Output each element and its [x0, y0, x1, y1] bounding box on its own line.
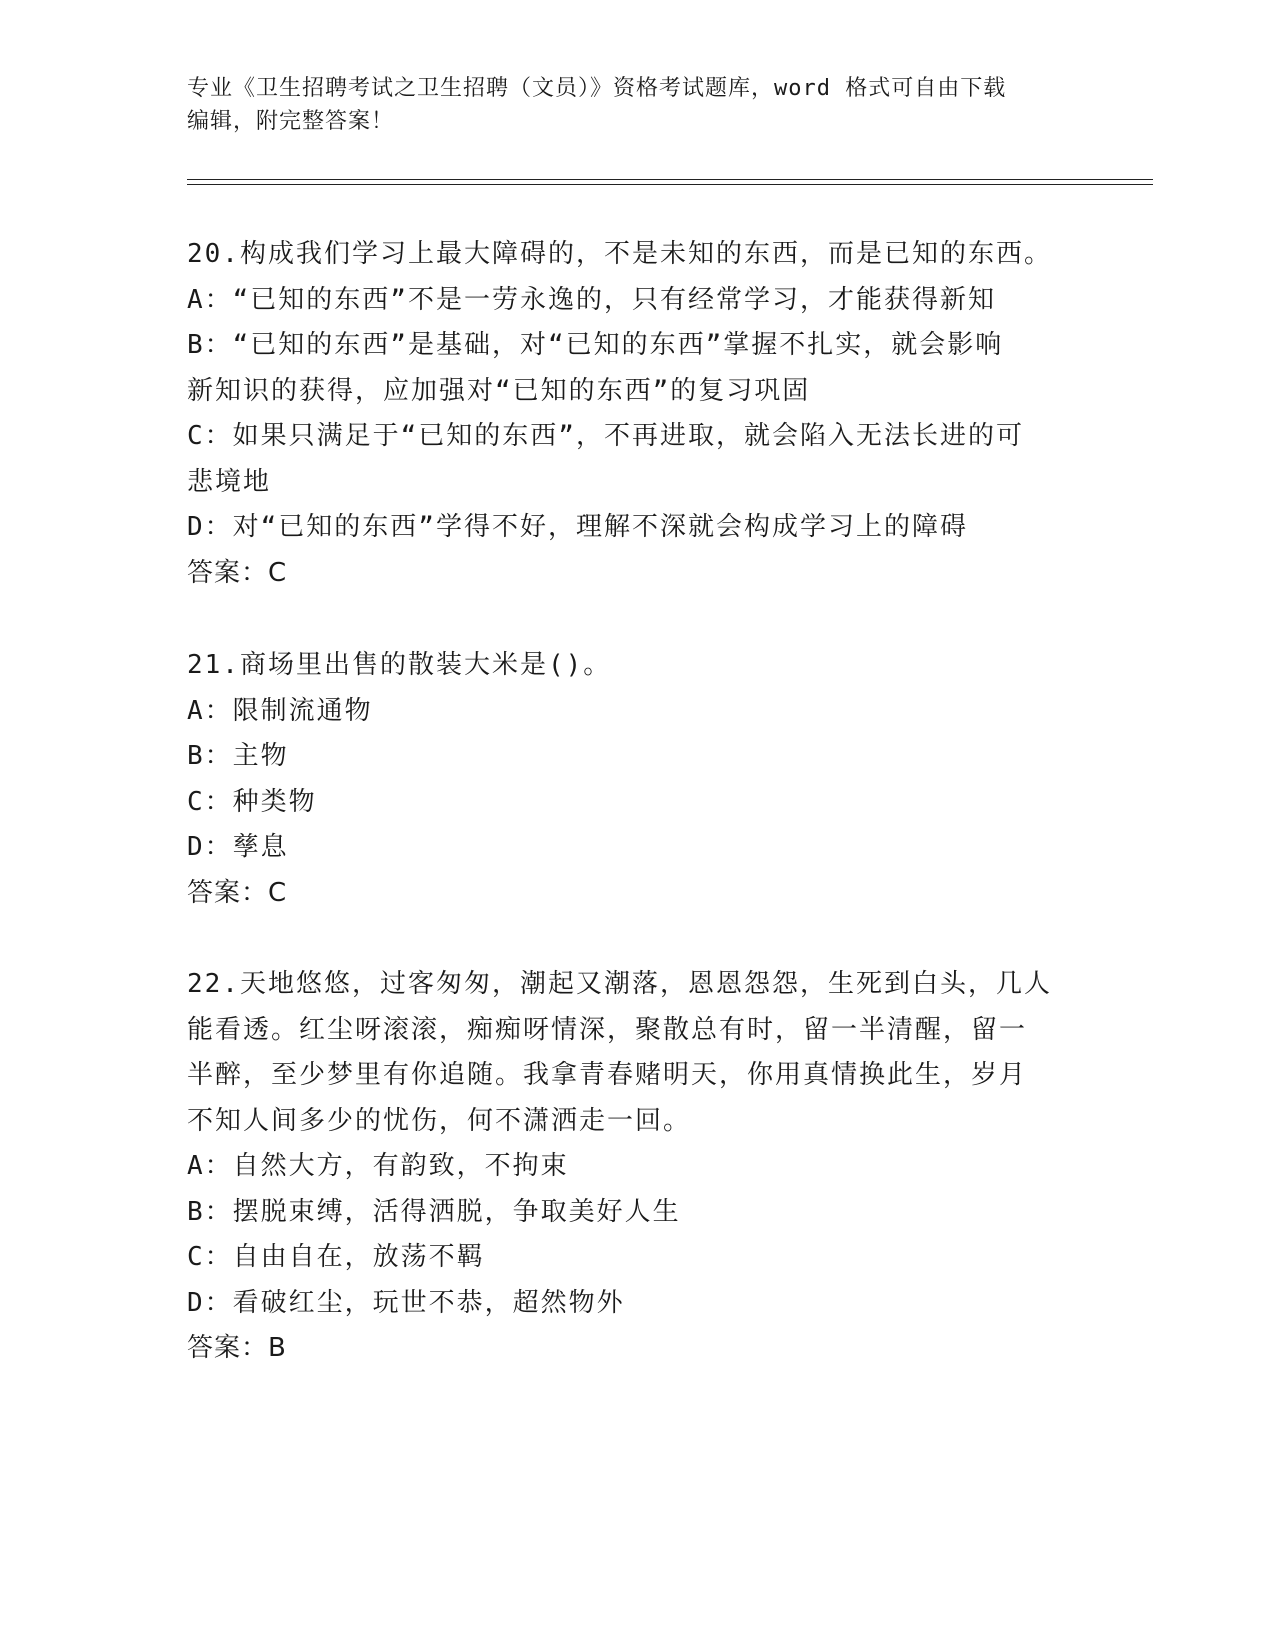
question-stem-continued: 不知人间多少的忧伤，何不潇洒走一回。: [187, 1105, 692, 1136]
question-21: [187, 643, 1087, 916]
option-c: C：如果只满足于“已知的东西”，不再进取，就会陷入无法长进的可: [187, 421, 1024, 451]
option-b: B：主物: [187, 741, 289, 771]
question-22: [187, 962, 1087, 1372]
page-header: [187, 72, 1087, 138]
option-b-continued: 新知识的获得，应加强对“已知的东西”的复习巩固: [187, 375, 811, 406]
option-a: A：限制流通物: [187, 695, 373, 726]
option-c: C：自由自在，放荡不羁: [187, 1242, 485, 1272]
option-d: D：对“已知的东西”学得不好，理解不深就会构成学习上的障碍: [187, 512, 968, 542]
header-line-2: 编辑，附完整答案！: [187, 109, 395, 134]
question-stem-continued: 能看透。红尘呀滚滚，痴痴呀情深，聚散总有时，留一半清醒，留一: [187, 1014, 1028, 1045]
answer-line: 答案：B: [187, 1333, 287, 1363]
question-stem-continued: 半醉，至少梦里有你追随。我拿青春赌明天，你用真情换此生，岁月: [187, 1060, 1028, 1090]
option-a: A：“已知的东西”不是一劳永逸的，只有经常学习，才能获得新知: [187, 284, 996, 315]
answer-line: 答案：C: [187, 877, 288, 908]
question-stem: 20.构成我们学习上最大障碍的，不是未知的东西，而是已知的东西。: [187, 239, 1052, 269]
question-20: [187, 232, 1087, 596]
option-b: B：摆脱束缚，活得洒脱，争取美好人生: [187, 1196, 681, 1227]
header-divider: [187, 179, 1153, 185]
option-d: D：孳息: [187, 832, 289, 862]
option-a: A：自然大方，有韵致，不拘束: [187, 1151, 569, 1181]
header-line-1: 专业《卫生招聘考试之卫生招聘（文员）》资格考试题库，word 格式可自由下载: [187, 76, 1007, 101]
option-c: C：种类物: [187, 786, 317, 817]
question-stem: 22.天地悠悠，过客匆匆，潮起又潮落，恩恩怨怨，生死到白头，几人: [187, 969, 1052, 999]
option-b: B：“已知的东西”是基础，对“已知的东西”掌握不扎实，就会影响: [187, 330, 1004, 360]
option-c-continued: 悲境地: [187, 466, 272, 497]
answer-line: 答案：C: [187, 557, 288, 588]
option-d: D：看破红尘，玩世不恭，超然物外: [187, 1287, 625, 1318]
question-stem: 21.商场里出售的散装大米是()。: [187, 650, 612, 680]
